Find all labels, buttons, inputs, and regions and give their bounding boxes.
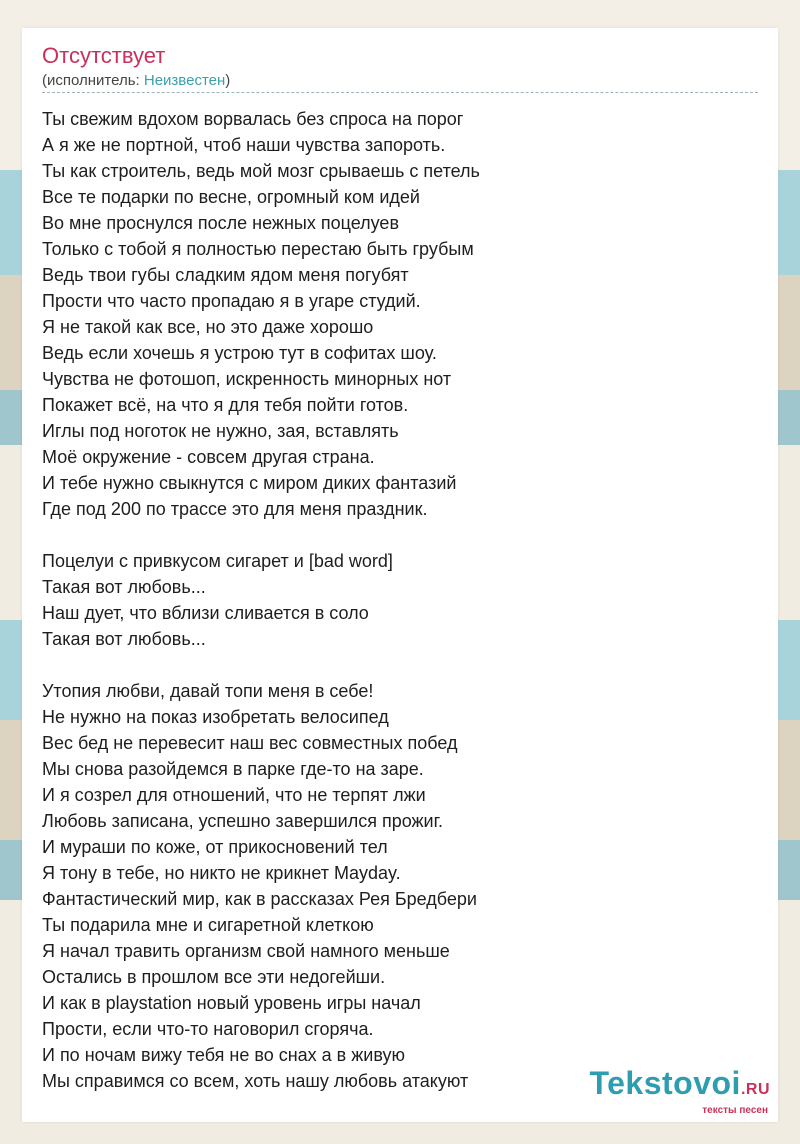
lyric-line: Ведь если хочешь я устрою тут в софитах шоу. [42, 343, 437, 363]
lyric-line: Где под 200 по трассе это для меня праздник. [42, 499, 428, 519]
lyric-line: Мы справимся со всем, хоть нашу любовь атакуют [42, 1071, 469, 1091]
lyric-line: Фантастический мир, как в рассказах Рея Бредбери [42, 889, 477, 909]
lyric-line: Любовь записана, успешно завершился прожиг. [42, 811, 443, 831]
lyric-line: Ведь твои губы сладким ядом меня погубят [42, 265, 409, 285]
lyric-line: Мы снова разойдемся в парке где-то на заре. [42, 759, 424, 779]
lyric-line: Прости что часто пропадаю я в угаре студий. [42, 291, 421, 311]
lyric-line: Прости, если что-то наговорил сгоряча. [42, 1019, 374, 1039]
lyric-line: Иглы под ноготок не нужно, зая, вставлять [42, 421, 399, 441]
lyric-line: Я не такой как все, но это даже хорошо [42, 317, 374, 337]
lyric-line: И тебе нужно свыкнутся с миром диких фантазий [42, 473, 457, 493]
lyric-line: Во мне проснулся после нежных поцелуев [42, 213, 400, 233]
title-divider [42, 92, 758, 93]
lyrics-card [22, 28, 778, 1122]
lyric-line: Я тону в тебе, но никто не крикнет Mayday. [42, 863, 401, 883]
lyric-line: И мураши по коже, от прикосновений тел [42, 837, 388, 857]
artist-suffix: ) [225, 72, 231, 89]
stanza-gap [42, 652, 758, 678]
lyric-line: Вес бед не перевесит наш вес совместных побед [42, 733, 458, 753]
lyric-line: И я созрел для отношений, что не терпят лжи [42, 785, 426, 805]
lyric-line: Такая вот любовь... [42, 577, 206, 597]
artist-prefix: (исполнитель: [42, 72, 144, 89]
lyric-line: Утопия любви, давай топи меня в себе! [42, 681, 374, 701]
artist-line [42, 72, 230, 90]
lyric-line: Остались в прошлом все эти недогейши. [42, 967, 386, 987]
lyric-line: Моё окружение - совсем другая страна. [42, 447, 375, 467]
logo-tagline: тексты песен [702, 1105, 768, 1116]
lyric-line: Только с тобой я полностью перестаю быть грубым [42, 239, 474, 259]
lyric-line: И как в playstation новый уровень игры начал [42, 993, 421, 1013]
lyrics-text [42, 106, 758, 1094]
logo-wordmark: Tekstovoi [589, 1065, 741, 1101]
lyric-line: Чувства не фотошоп, искренность минорных нот [42, 369, 452, 389]
logo-tld: .RU [740, 1081, 770, 1098]
lyric-line: И по ночам вижу тебя не во снах а в живую [42, 1045, 406, 1065]
lyric-line: Я начал травить организм свой намного меньше [42, 941, 450, 961]
lyric-line: Не нужно на показ изобретать велосипед [42, 707, 389, 727]
lyric-line: Ты подарила мне и сигаретной клеткою [42, 915, 374, 935]
lyric-line: Наш дует, что вблизи сливается в соло [42, 603, 369, 623]
stanza-gap [42, 522, 758, 548]
site-logo[interactable] [589, 1066, 770, 1116]
artist-link[interactable]: Неизвестен [143, 72, 226, 89]
lyric-line: Поцелуи с привкусом сигарет и [bad word] [42, 551, 393, 571]
song-title: Отсутствует [42, 43, 166, 68]
lyric-line: Покажет всё, на что я для тебя пойти готов. [42, 395, 409, 415]
lyric-line: Ты как строитель, ведь мой мозг срываешь с петель [42, 161, 480, 181]
lyric-line: Все те подарки по весне, огромный ком идей [42, 187, 420, 207]
lyric-line: Ты свежим вдохом ворвалась без спроса на порог [42, 109, 464, 129]
lyric-line: А я же не портной, чтоб наши чувства запороть. [42, 135, 446, 155]
lyric-line: Такая вот любовь... [42, 629, 206, 649]
